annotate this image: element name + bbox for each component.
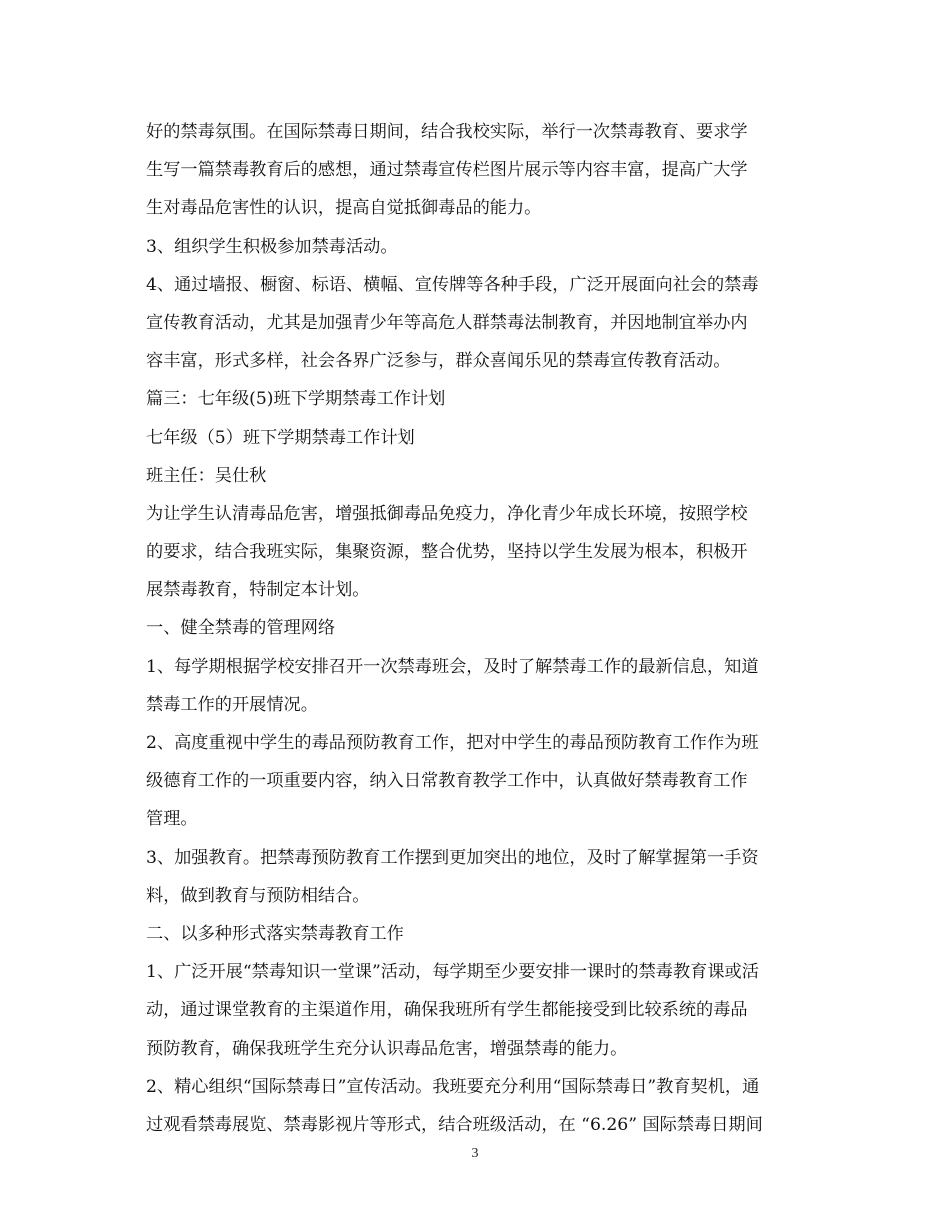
list-item: 2、高度重视中学生的毒品预防教育工作，把对中学生的毒品预防教育工作作为班: [146, 733, 759, 753]
text-line: 生对毒品危害性的认识，提高自觉抵御毒品的能力。: [146, 198, 542, 219]
text-line: 好的禁毒氛围。在国际禁毒日期间，结合我校实际，举行一次禁毒教育、要求学: [146, 122, 748, 142]
text-line: 级德育工作的一项重要内容，纳入日常教育教学工作中，认真做好禁毒教育工作: [146, 771, 748, 792]
text-line: 宣传教育活动，尤其是加强青少年等高危人群禁毒法制教育，并因地制宜举办内: [146, 312, 748, 333]
list-item: 3、加强教育。把禁毒预防教育工作摆到更加突出的地位，及时了解掌握第一手资: [146, 847, 759, 868]
text-line: 管理。: [146, 809, 198, 830]
text-line: 生写一篇禁毒教育后的感想，通过禁毒宣传栏图片展示等内容丰富，提高广大学: [146, 160, 748, 181]
text-line: 预防教育，确保我班学生充分认识毒品危害，增强禁毒的能力。: [146, 1038, 628, 1059]
list-item: 4、通过墙报、橱窗、标语、横幅、宣传牌等各种手段，广泛开展面向社会的禁毒: [146, 274, 759, 295]
section-heading: 二、以多种形式落实禁毒教育工作: [146, 923, 404, 944]
text-line: 动，通过课堂教育的主渠道作用，确保我班所有学生都能接受到比较系统的毒品: [146, 1000, 748, 1021]
text-line: 展禁毒教育，特制定本计划。: [146, 580, 370, 601]
text-line: 容丰富，形式多样，社会各界广泛参与，群众喜闻乐见的禁毒宣传教育活动。: [146, 351, 731, 372]
list-item: 3、组织学生积极参加禁毒活动。: [146, 236, 398, 257]
page-number: 3: [471, 1146, 479, 1161]
document-body: [146, 113, 810, 1144]
list-item: 1、广泛开展“禁毒知识一堂课”活动，每学期至少要安排一课时的禁毒教育课或活: [146, 962, 759, 983]
list-item: 1、每学期根据学校安排召开一次禁毒班会，及时了解禁毒工作的最新信息，知道: [146, 656, 759, 677]
section-title: 篇三：七年级(5)班下学期禁毒工作计划: [146, 389, 446, 410]
section-heading: 一、健全禁毒的管理网络: [146, 618, 336, 639]
text-line: 的要求，结合我班实际，集聚资源，整合优势，坚持以学生发展为根本，积极开: [146, 542, 748, 563]
author-line: 班主任：吴仕秋: [146, 465, 267, 486]
list-item: 2、精心组织“国际禁毒日”宣传活动。我班要充分利用“国际禁毒日”教育契机，通: [146, 1076, 760, 1097]
text-line: 过观看禁毒展览、禁毒影视片等形式，结合班级活动，在 “6.26” 国际禁毒日期间: [146, 1114, 763, 1135]
text-line: 禁毒工作的开展情况。: [146, 694, 318, 715]
text-line: 为让学生认清毒品危害，增强抵御毒品免疫力，净化青少年成长环境，按照学校: [146, 503, 748, 524]
plan-title: 七年级（5）班下学期禁毒工作计划: [146, 427, 415, 448]
text-line: 料，做到教育与预防相结合。: [146, 885, 370, 906]
